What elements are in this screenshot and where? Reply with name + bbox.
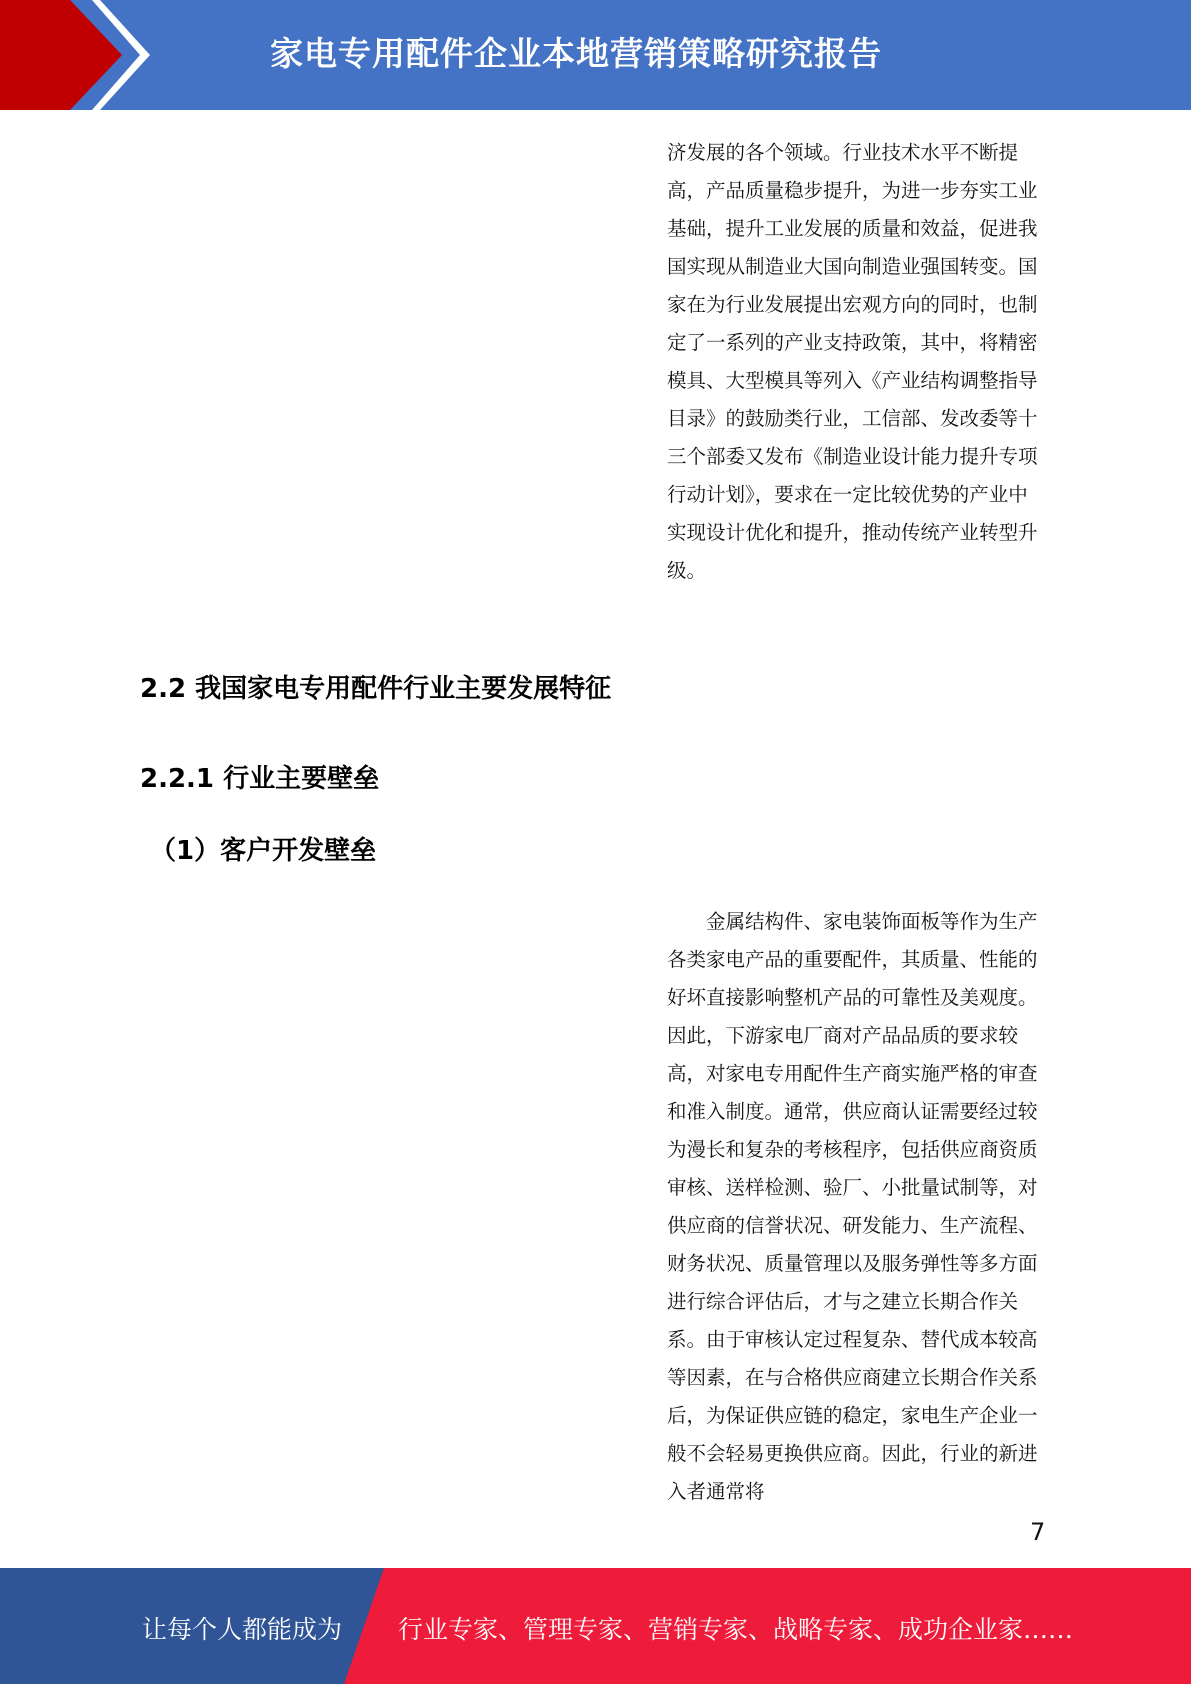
subsection-heading-customer-barrier: （1）客户开发壁垒 [150,836,377,866]
section2-paragraph: 金属结构件、家电装饰面板等作为生产各类家电产品的重要配件，其质量、性能的好坏直接影响整机产品的可靠性及美观度。因此，下游家电厂商对产品品质的要求较高，对家电专用配件生产商实施严格的审查和准入制度。通常，供应商认证需要经过较为漫长和复杂的考核程序，包括供应商资质审核、送样检测、验厂、小批量试制等，对供应商的信誉状况、研发能力、生产流程、财务状况、质量管理以及服务弹性等多方面进行综合评估后，才与之建立长期合作关系。由于审核认定过程复杂、替代成本较高等因素，在与合格供应商建立长期合作关系后，为保证供应链的稳定，家电生产企业一般不会轻易更换供应商。因此，行业的新进入者通常将 [667,910,1038,1503]
page-header [0,0,1191,110]
section1-paragraph: 济发展的各个领域。行业技术水平不断提高，产品质量稳步提升，为进一步夯实工业基础，提升工业发展的质量和效益，促进我国实现从制造业大国向制造业强国转变。国家在为行业发展提出宏观方向的同时，也制定了一系列的产业支持政策，其中，将精密模具、大型模具等列入《产业结构调整指导目录》的鼓励类行业，工信部、发改委等十三个部委又发布《制造业设计能力提升专项行动计划》，要求在一定比较优势的产业中实现设计优化和提升，推动传统产业转型升级。 [667,141,1038,582]
section-heading-2-2-1: 2.2.1 行业主要壁垒 [140,764,380,794]
section-heading-2-2: 2.2 我国家电专用配件行业主要发展特征 [140,674,612,704]
page-number: 7 [1030,1518,1046,1546]
footer-slogan-right: 行业专家、管理专家、营销专家、战略专家、成功企业家…… [398,1615,1074,1644]
page-footer [0,1568,1191,1684]
header-title: 家电专用配件企业本地营销策略研究报告 [270,34,882,73]
footer-slogan-left: 让每个人都能成为 [142,1615,343,1644]
